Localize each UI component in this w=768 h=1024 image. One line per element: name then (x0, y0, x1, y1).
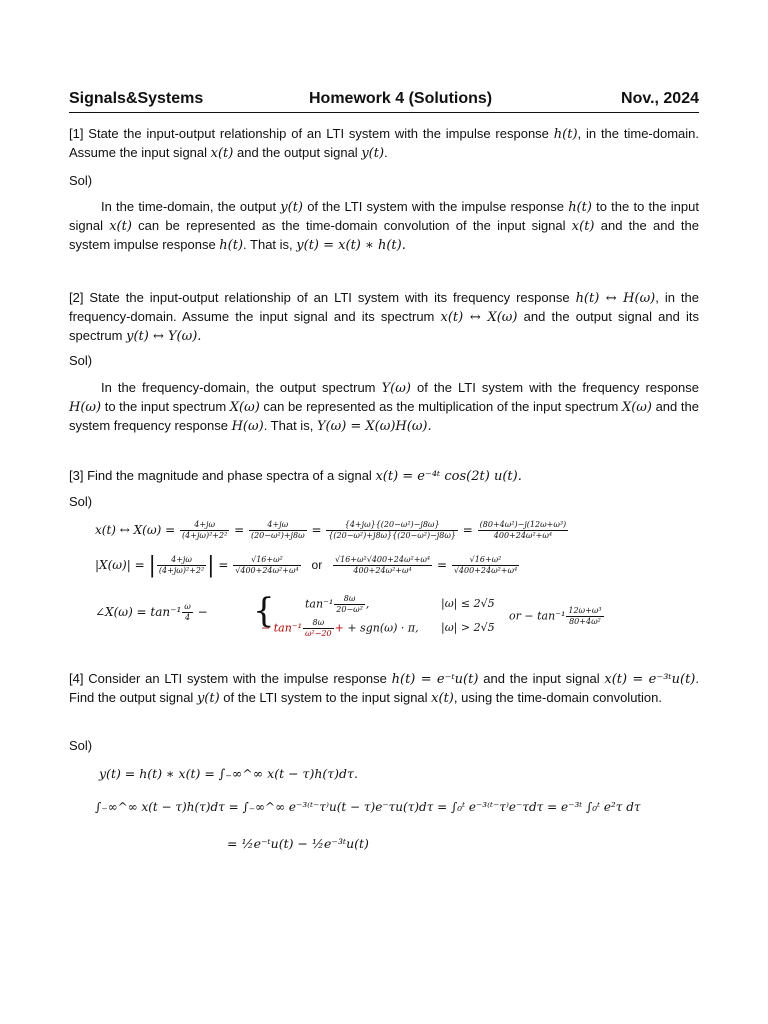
header-date: Nov., 2024 (621, 90, 699, 107)
solution-1-label: Sol) (69, 173, 93, 188)
question-4: [4] Consider an LTI system with the impulse response h(t) = e⁻ᵗu(t) and the input signal x(t) = e⁻³ᵗu(t). Find the output signal y(t) of the LTI system to the input signal x(t), using the time-domain convolution. (69, 671, 699, 706)
solution-4-label: Sol) (69, 738, 93, 753)
solution-2-label: Sol) (69, 353, 93, 368)
question-1: [1] State the input-output relationship of an LTI system with the impulse response h(t), in the time-domain. Assume the input signal x(t) and the output signal y(t). (69, 126, 700, 161)
question-3: [3] Find the magnitude and phase spectra of a signal x(t) = e⁻⁴ᵗ cos(2t) u(t). (69, 468, 522, 484)
equation-magnitude: |X(ω)| = | $\frac{4+j\omega}{\text{(4+jω)²+2²}}$ | = $\frac{\text{√16+ω²}}{\text{√400+24ω²+ω⁴}}$ or $\frac{\text{√16+ω²√400+24ω²+ω⁴}}{\text{400+24ω²+ω⁴}}$ = $\frac{\text{√16+ω²}}{\text{√400+24ω²+ω⁴}}$ (95, 553, 518, 578)
page-header (69, 90, 699, 113)
course-title: Signals&Systems (69, 90, 204, 107)
solution-1-text: In the time-domain, the output y(t) of the LTI system with the impulse response h(t) to the to the input signal x(t) can be represented as the time-domain convolution of the input signal x(t) and the and the system impulse response h(t). That is, y(t) = x(t) ∗ h(t). (69, 199, 699, 253)
solution-2-text: In the frequency-domain, the output spectrum Y(ω) of the LTI system with the frequency response H(ω) to the input spectrum X(ω) can be represented as the multiplication of the input spectrum X(ω) and the system frequency response H(ω). That is, Y(ω) = X(ω)H(ω). (69, 380, 699, 434)
equation-result: = ½e⁻ᵗu(t) − ½e⁻³ᵗu(t) (227, 836, 369, 851)
equation-convolution: y(t) = h(t) ∗ x(t) = ∫₋∞^∞ x(t − τ)h(τ)dτ. (99, 766, 358, 781)
equation-spectrum: x(t) ↔ X(ω) = $\frac{4+j\omega}{\text{(4+jω)²+2²}}$ = $\frac{4+j\omega}{\text{(20−ω²)+j8ω}}$ = $\frac{\text{\{4+jω\}\{(20−ω²)−j8ω\}}}{\text{\{(20−ω²)+j8ω\}\{(20−ω²)−j8ω\}}}$ = $\frac{\text{(80+4ω²)−j(12ω+ω³)}}{\text{400+24ω²+ω⁴}}$ (95, 520, 567, 540)
solution-3-label: Sol) (69, 494, 93, 509)
equation-convolution-steps: ∫₋∞^∞ x(t − τ)h(τ)dτ = ∫₋∞^∞ e⁻³⁽ᵗ⁻τ⁾u(t − τ)e⁻τu(τ)dτ = ∫₀ᵗ e⁻³⁽ᵗ⁻τ⁾e⁻τdτ = e⁻³ᵗ ∫₀ᵗ e²τ dτ (95, 800, 641, 814)
question-2: [2] State the input-output relationship of an LTI system with its frequency response h(t) ↔ H(ω), in the frequency-domain. Assume the input signal and its spectrum x(t) ↔ X(ω) and the output signal and its spectrum y(t) ↔ Y(ω). (69, 290, 699, 344)
homework-title: Homework 4 (Solutions) (309, 90, 493, 107)
